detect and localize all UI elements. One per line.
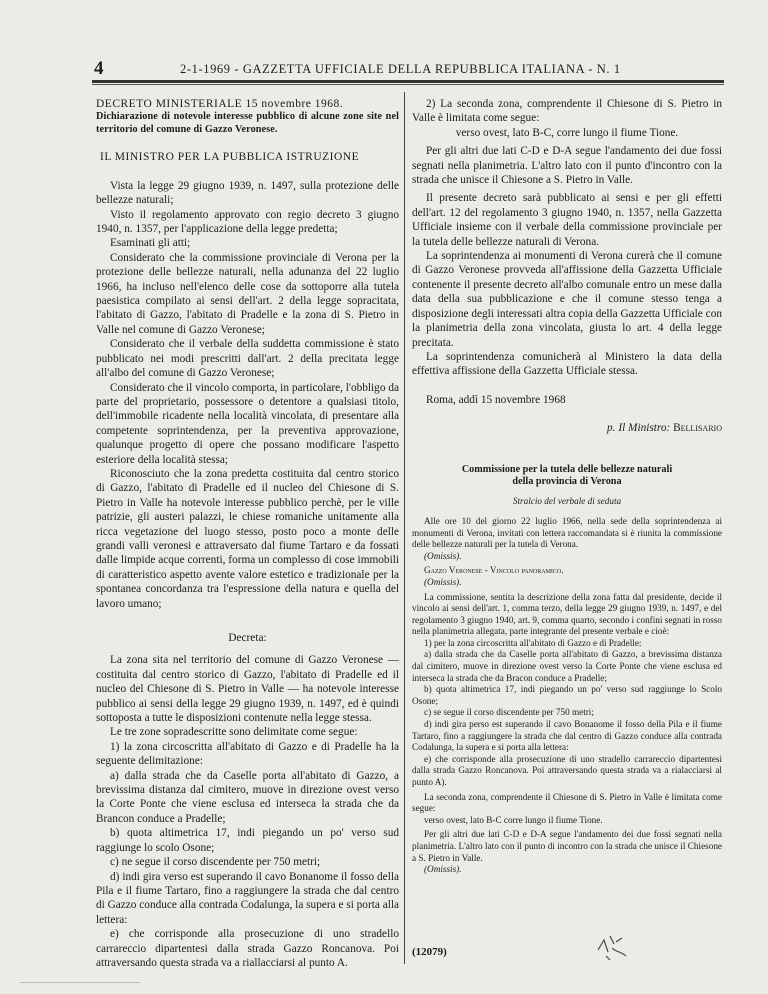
minutes-paragraph: (Omissis). [424,864,462,875]
paragraph: 2) La seconda zona, comprendente il Chiesone di S. Pietro in Valle è limitata come segue: [412,98,722,125]
paragraph: Le tre zone sopradescritte sono delimitate come segue: [110,726,358,739]
minutes-paragraph: La commissione, sentita la descrizione della zona fatta dal presidente, decide il vincolo ai sensi dell'art. 1, comma terzo, della legge 29 giugno 1939, n. 1497, e del regolamento 3 giugno 1940, art. 9, comma quarto, secondo i confini segnati in rosso nella planimetria allegata, parte integrante del presente verbale e cioè: [412,591,722,637]
paragraph: Il presente decreto sarà pubblicato ai sensi e per gli effetti dell'art. 12 del regolamento 3 giugno 1940, n. 1357, nella Gazzetta Ufficiale insieme con il verbale della commissione provinciale per la tutela delle bellezze naturali di Verona. [412,192,722,248]
minutes-paragraph: b) quota altimetrica 17, indi piegando un po' verso sud raggiunge lo Scolo Osone; [412,684,722,706]
scan-artifact [20,982,140,983]
page-code: (12079) [412,946,447,958]
page-number: 4 [94,58,104,79]
minutes-paragraph: d) indi gira perso est superando il cavo Bonanome il fosso della Pila e il fiume Tartaro, fino a raggiungere la strada che dal centro di Gazzo conduce alla contrada Codalunga, la supera e si porta alla lettera: [412,719,722,753]
paragraph: Vista la legge 29 giugno 1939, n. 1497, sulla protezione delle bellezze naturali; [96,179,399,207]
minutes-paragraph: Gazzo Veronese - Vincolo panoramico. [424,565,564,576]
paragraph: Considerato che il verbale della suddetta commissione è stato pubblicato nei modi prescritti dall'art. 2 della precitata legge all'albo del comune di Gazzo Veronese; [96,338,399,380]
decree-subtitle: Dichiarazione di notevole interesse pubblico di alcune zone site nel territorio del comune di Gazzo Veronese. [96,111,399,135]
paragraph: Visto il regolamento approvato con regio decreto 3 giugno 1940, n. 1357, per l'applicazione della legge predetta; [96,208,399,236]
header-rule-thin [92,84,724,85]
right-column [412,97,722,876]
header-rule [92,80,724,83]
paragraph: La soprintendenza ai monumenti di Verona curerà che il comune di Gazzo Veronese provveda all'affissione della Gazzetta Ufficiale contenente il presente decreto all'albo comunale entro un mese dalla data della sua pubblicazione e che il comune stesso tenga a disposizione degli interessati altra copia della Gazzetta Ufficiale con la planimetria della zona vincolata, giusta lo art. 4 della legge precitata. [412,250,722,349]
decreta-heading: Decreta: [228,632,267,644]
commission-title: Commissione per la tutela delle bellezze naturali della provincia di Verona [461,463,673,487]
paragraph: e) che corrisponde alla prosecuzione di uno stradello carrareccio dipartentesi dalla strada Gazzo Roncanova. Poi attraversando questa strada va a riallacciarsi al punto A. [96,928,399,969]
paragraph: Riconosciuto che la zona predetta costituita dal centro storico di Gazzo, l'abitato di Pradelle ed il nucleo del Chiesone di S. Pietro in Valle ha notevole interesse pubblico perchè, per le ville patrizie, gli austeri palazzi, le chiese romaniche unitamente alla ricca vegetazione del luogo stesso, posto poco a monte delle grandi valli veronesi e attraversato dal fiume Tartaro e da fossati dalle limpide acque correnti, forma un complesso di cose immobili di caratteristico aspetto avente valore estetico e tradizionale per la spontanea concordanza tra l'espressione della natura e quella del lavoro umano; [96,467,399,610]
minutes-paragraph: 1) per la zona circoscritta all'abitato di Gazzo e di Pradelle: [424,637,642,648]
signature-name: Bellisario [673,422,722,435]
minutes-paragraph: La seconda zona, comprendente il Chiesone di S. Pietro in Valle è limitata come segue: [412,791,722,814]
minutes-paragraph: (Omissis). [424,550,462,561]
minister-heading: IL MINISTRO PER LA PUBBLICA ISTRUZIONE [100,151,360,164]
column-divider [404,92,405,964]
paragraph: 1) la zona circoscritta all'abitato di Gazzo e di Pradelle ha la seguente delimitazione: [96,740,399,768]
minutes-paragraph: e) che corrisponde alla prosecuzione di uno stradello carrareccio dipartentesi dalla strada Gazzo Roncanova. Poi attraversando questa strada va a rialacciarsi al punto A). [412,753,722,787]
paragraph: Per gli altri due lati C-D e D-A segue l'andamento dei due fossi segnati nella planimetria. L'altro lato con il punto d'incontro con la strada che unisce il Chiesone a S. Pietro in Valle. [412,145,722,187]
paragraph: b) quota altimetrica 17, indi piegando un po' verso sud raggiunge lo scolo Osone; [96,827,399,854]
paragraph: a) dalla strada che da Caselle porta all'abitato di Gazzo, a brevissima distanza dal cimitero, muove in direzione ovest verso la Corte Ponte che viene esclusa ed interseca la strada che da Brancon conduce a Pradelle; [96,769,399,825]
paragraph: La zona sita nel territorio del comune di Gazzo Veronese — costituita dal centro storico di Gazzo, l'abitato di Pradelle ed il nucleo del Chiesone di S. Pietro in Valle — ha notevole interesse pubblico ai sensi della legge 29 giugno 1939, n. 1497, ed è quindi sottoposta a tutte le disposizioni contenute nella legge stessa. [96,654,399,725]
minutes-extract [412,516,722,876]
paragraph: verso ovest, lato B-C, corre lungo il fiume Tione. [455,126,679,139]
signature-prefix: p. Il Ministro: [607,422,671,435]
minutes-paragraph: Per gli altri due lati C-D e D-A segue l'andamento dei due fossi segnati nella planimetria. L'altro lato con il punto di incontro con la strada che unisce il Chiesone a S. Pietro in Valle. [412,829,722,863]
left-column [96,97,399,970]
minutes-paragraph: a) dalla strada che da Caselle porta all'abitato di Gazzo, a brevissima distanza dal cimitero, muove in direzione ovest verso la Corte Ponte che viene esclusa ed interseca la strada che da Bracon conduce a Pradelle; [412,649,722,683]
minutes-paragraph: Alle ore 10 del giorno 22 luglio 1966, nella sede della soprintendenza ai monumenti di Verona, invitati con lettera raccomandata si è riunita la commissione delle bellezze naturali per la tutela di Verona. [412,515,722,550]
decree-title: DECRETO MINISTERIALE 15 novembre 1968. [96,98,344,110]
signature [412,421,722,435]
handwritten-mark [592,930,632,962]
paragraph: d) indi gira verso est superando il cavo Bonanome il fosso della Pila e il fiume Tartaro, fino a raggiungere la strada che dal centro di Gazzo conduce alla contrada Codalunga, la supera e si porta alla lettera: [96,870,400,926]
paragraph: Considerato che la commissione provinciale di Verona per la protezione delle bellezze naturali, nella adunanza del 22 luglio 1966, ha incluso nell'elenco delle cose da sottoporre alla tutela paesistica compilato ai sensi dell'art. 2 della legge sopracitata, l'abitato di Gazzo, l'abitato di Pradelle e la zona di S. Pietro in Valle nel comune di Gazzo Veronese; [96,251,399,336]
paragraph: La soprintendenza comunicherà al Ministero la data della effettiva affissione della Gazzetta Ufficiale stessa. [412,350,722,378]
minutes-paragraph: c) se segue il corso discendente per 750 metri; [424,707,594,718]
extract-heading: Stralcio del verbale di seduta [512,496,622,507]
date-line: Roma, addì 15 novembre 1968 [426,393,566,406]
running-header: 2-1-1969 - GAZZETTA UFFICIALE DELLA REPUBBLICA ITALIANA - N. 1 [180,62,621,76]
minutes-paragraph: (Omissis). [424,576,462,587]
paragraph: Considerato che il vincolo comporta, in particolare, l'obbligo da parte del proprietario, possessore o detentore a qualsiasi titolo, dell'immobile ricadente nella località vincolata, di presentare alla competente soprintendenza, per la preventiva approvazione, qualunque progetto di opere che possano modificare l'aspetto esteriore della località stessa; [96,381,399,466]
minutes-paragraph: verso ovest, lato B-C corre lungo il fiume Tione. [424,814,603,825]
paragraph: Esaminati gli atti; [110,237,191,250]
paragraph: c) ne segue il corso discendente per 750 metri; [110,856,321,869]
